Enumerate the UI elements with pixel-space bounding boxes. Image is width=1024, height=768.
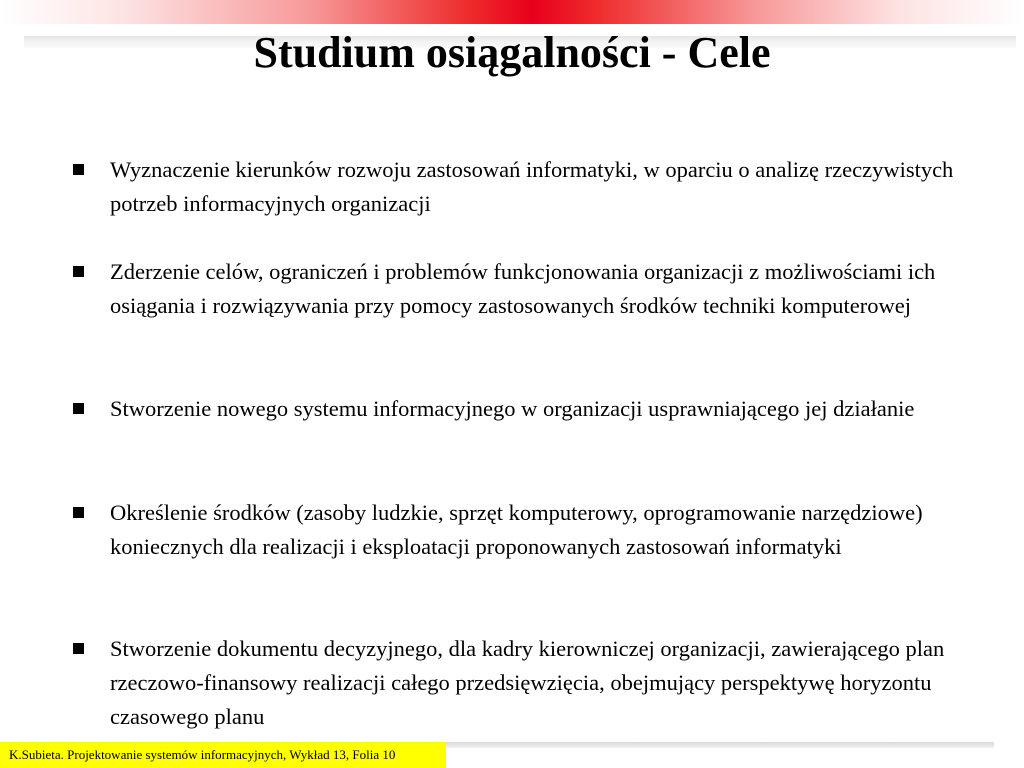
slide-title: Studium osiągalności - Cele [253, 28, 771, 77]
footer-divider [446, 742, 994, 748]
bullet-item [110, 632, 1000, 734]
bullet-text: Stworzenie dokumentu decyzyjnego, dla kadry kierowniczej organizacji, zawierającego plan rzeczowo-finansowy realizacji całego przedsięwzięcia, obejmujący perspektywę horyzontu czasowego planu [110, 636, 945, 729]
top-decorative-bar [0, 0, 1024, 24]
square-bullet-icon [73, 266, 84, 277]
square-bullet-icon [73, 164, 84, 175]
bullet-text: Stworzenie nowego systemu informacyjnego w organizacji usprawniającego jej działanie [110, 396, 915, 421]
bullet-item [110, 392, 1000, 426]
square-bullet-icon [73, 643, 84, 654]
bullet-text: Określenie środków (zasoby ludzkie, sprzęt komputerowy, oprogramowanie narzędziowe) koniecznych dla realizacji i eksploatacji proponowanych zastosowań informatyki [110, 500, 923, 559]
square-bullet-icon [73, 403, 84, 414]
bullet-item [110, 496, 1000, 564]
square-bullet-icon [73, 507, 84, 518]
footer-caption: K.Subieta. Projektowanie systemów informacyjnych, Wykład 13, Folia 10 [0, 742, 446, 768]
bullet-item [110, 153, 1000, 221]
bullet-text: Zderzenie celów, ograniczeń i problemów funkcjonowania organizacji z możliwościami ich osiągania i rozwiązywania przy pomocy zastosowanych środków techniki komputerowej [110, 259, 936, 318]
bullet-item [110, 255, 1000, 323]
bullet-text: Wyznaczenie kierunków rozwoju zastosowań informatyki, w oparciu o analizę rzeczywistych potrzeb informacyjnych organizacji [110, 157, 954, 216]
